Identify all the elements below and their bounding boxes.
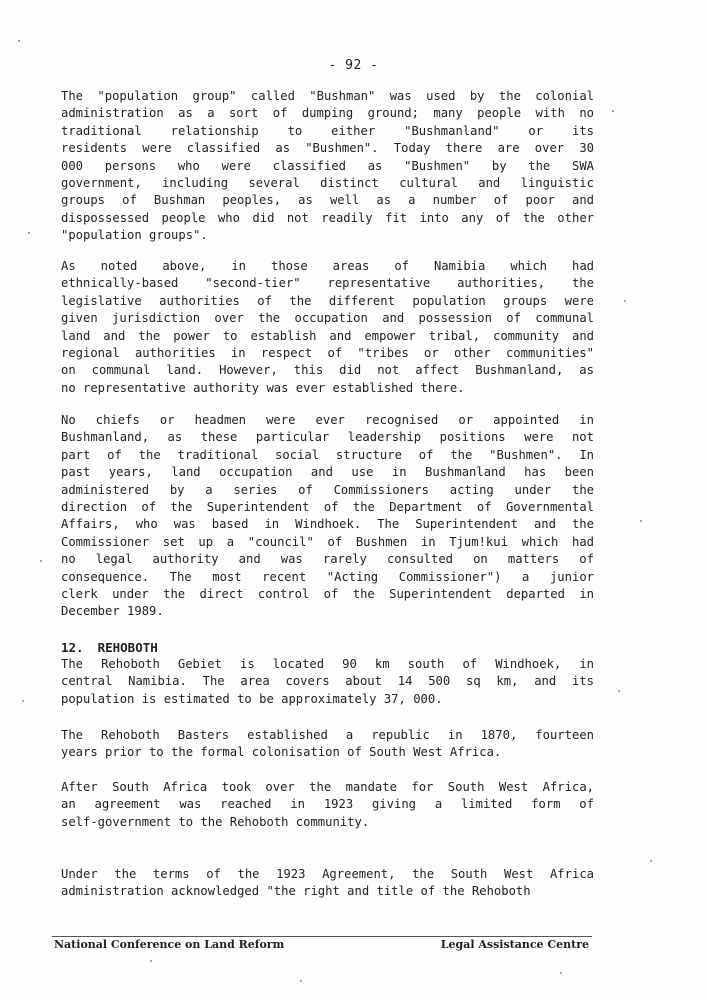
text-line: regional authorities in respect of "tribes or other communities" — [61, 346, 594, 361]
text-line: an agreement was reached in 1923 giving a limited form of — [61, 797, 594, 812]
text-line: administered by a series of Commissioners acting under the — [61, 482, 594, 497]
text-line: The Rehoboth Basters established a republic in 1870, fourteen — [61, 728, 594, 742]
text-line: "population groups". — [61, 228, 208, 243]
text-line: given jurisdiction over the occupation and possession of communal — [61, 311, 594, 326]
paragraph — [61, 412, 594, 621]
text-line: The Rehoboth Gebiet is located 90 km south of Windhoek, in — [61, 657, 594, 671]
text-line: traditional relationship to either "Bushmanland" or its — [61, 123, 594, 138]
text-line: Affairs, who was based in Windhoek. The Superintendent and the — [61, 517, 594, 532]
paragraph — [61, 727, 594, 762]
text-line: years prior to the formal colonisation of South West Africa. — [61, 745, 502, 760]
text-line: on communal land. However, this did not affect Bushmanland, as — [61, 363, 594, 378]
text-line: past years, land occupation and use in Bushmanland has been — [61, 465, 594, 480]
text-line: no legal authority and was rarely consulted on matters of — [61, 552, 594, 567]
section-title: REHOBOTH — [97, 640, 158, 655]
paragraph — [61, 866, 594, 901]
text-line: clerk under the direct control of the Superintendent departed in — [61, 587, 594, 602]
text-line: direction of the Superintendent of the Department of Governmental — [61, 500, 594, 515]
text-line: part of the traditional social structure of the "Bushmen". In — [61, 447, 594, 462]
text-line: Under the terms of the 1923 Agreement, the South West Africa — [61, 867, 594, 881]
paragraph — [61, 779, 594, 831]
paragraph — [61, 656, 594, 708]
text-line: After South Africa took over the mandate for South West Africa, — [61, 780, 594, 794]
paragraph — [61, 88, 594, 245]
text-line: residents were classified as "Bushmen". Today there are over 30 — [61, 141, 594, 156]
text-line: administration acknowledged "the right and title of the Rehoboth — [61, 884, 531, 899]
section-heading — [61, 640, 158, 655]
footer-right: Legal Assistance Centre — [440, 938, 589, 951]
text-line: groups of Bushman peoples, as well as a number of poor and — [61, 193, 594, 208]
text-line: ethnically-based "second-tier" representative authorities, the — [61, 276, 594, 291]
section-number: 12. — [61, 640, 84, 655]
text-line: legislative authorities of the different population groups were — [61, 293, 594, 308]
text-line: Bushmanland, as these particular leadership positions were not — [61, 430, 594, 445]
text-line: The "population group" called "Bushman" was used by the colonial — [61, 89, 594, 103]
text-line: self-government to the Rehoboth community. — [61, 814, 370, 829]
text-line: Commissioner set up a "council" of Bushmen in Tjum!kui which had — [61, 534, 594, 549]
paragraph-text — [61, 727, 594, 762]
paragraph-text — [61, 88, 594, 245]
footer-divider — [52, 936, 592, 937]
text-line: 000 persons who were classified as "Bushmen" by the SWA — [61, 158, 594, 173]
text-line: consequence. The most recent "Acting Commissioner") a junior — [61, 569, 594, 584]
text-line: No chiefs or headmen were ever recognised or appointed in — [61, 413, 594, 427]
paragraph-text — [61, 656, 594, 708]
paragraph-text — [61, 866, 594, 901]
text-line: dispossessed people who did not readily fit into any of the other — [61, 210, 594, 225]
paragraph-text — [61, 779, 594, 831]
text-line: administration as a sort of dumping ground; many people with no — [61, 106, 594, 121]
paragraph — [61, 258, 594, 397]
text-line: population is estimated to be approximately 37, 000. — [61, 691, 443, 706]
page-number: - 92 - — [328, 58, 379, 73]
text-line: December 1989. — [61, 604, 164, 619]
text-line: As noted above, in those areas of Namibia which had — [61, 259, 594, 273]
paragraph-text — [61, 412, 594, 621]
text-line: government, including several distinct cultural and linguistic — [61, 176, 594, 191]
footer-left: National Conference on Land Reform — [54, 938, 285, 951]
text-line: central Namibia. The area covers about 14 500 sq km, and its — [61, 674, 594, 689]
text-line: no representative authority was ever established there. — [61, 380, 465, 395]
paragraph-text — [61, 258, 594, 397]
text-line: land and the power to establish and empower tribal, community and — [61, 328, 594, 343]
